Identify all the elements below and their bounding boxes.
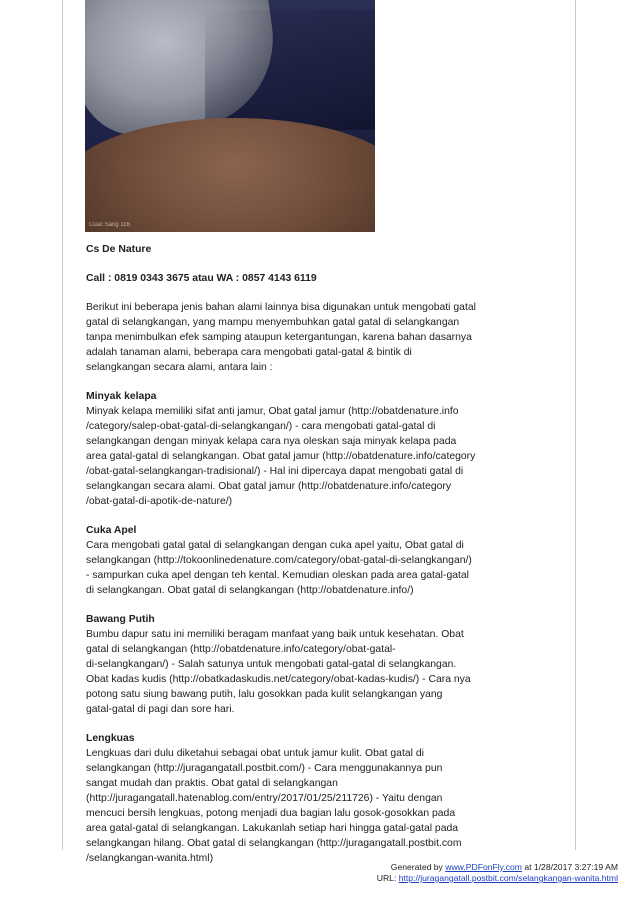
source-url-line [377, 873, 618, 884]
section-line: Cara mengobati gatal gatal di selangkangan dengan cuka apel yaitu, Obat gatal di [86, 540, 464, 551]
photo-watermark: Cuac Sarig 116 [89, 222, 130, 228]
section-line: /obat-gatal-selangkangan-tradisional/) - Hal ini dipercaya dapat mengobati gatal di [86, 466, 464, 477]
section-line: area gatal-gatal di selangkangan. Obat gatal jamur (http://obatdenature.info/category [86, 451, 476, 462]
section-line: selangkangan dengan minyak kelapa cara nya oleskan saja minyak kelapa pada [86, 436, 457, 447]
left-margin-rule [62, 0, 63, 850]
section-line: gatal di selangkangan (http://obatdenature.info/category/obat-gatal- [86, 644, 396, 655]
section-line: Obat kadas kudis (http://obatkadaskudis.net/category/obat-kadas-kudis/) - Cara nya [86, 674, 471, 685]
intro-line: tanpa menimbulkan efek samping ataupun ketergantungan, karena bahan dasarnya [86, 332, 472, 343]
section-title: Lengkuas [86, 733, 135, 744]
generated-prefix: Generated by [390, 862, 446, 872]
source-url-link[interactable]: http://juragangatall.postbit.com/selangkangan-wanita.html [398, 873, 618, 883]
intro-line: adalah tanaman alami, beberapa cara mengobati gatal-gatal & bintik di [86, 347, 412, 358]
section-bawang-putih [86, 612, 486, 717]
contact-line: Call : 0819 0343 3675 atau WA : 0857 4143 6119 [86, 273, 317, 284]
photo-skin-region [85, 118, 375, 232]
url-prefix: URL: [376, 873, 399, 883]
section-line: area gatal-gatal di selangkangan. Lakukanlah setiap hari hingga gatal-gatal pada [86, 823, 459, 834]
section-line: Minyak kelapa memiliki sifat anti jamur, Obat gatal jamur (http://obatdenature.info [86, 406, 459, 417]
article-photo [85, 0, 375, 232]
section-line: potong satu siung bawang putih, lalu gosokkan pada kulit selangkangan yang [86, 689, 443, 700]
generated-by-line [377, 862, 618, 873]
section-cuka-apel [86, 523, 486, 598]
section-title: Cuka Apel [86, 525, 137, 536]
section-line: /obat-gatal-di-apotik-de-nature/) [86, 496, 233, 507]
section-line: di selangkangan. Obat gatal di selangkangan (http://obatdenature.info/) [86, 585, 414, 596]
section-lengkuas [86, 731, 486, 866]
pdf-footer [377, 862, 618, 884]
section-title: Minyak kelapa [86, 391, 157, 402]
section-line: selangkangan (http://juragangatall.postbit.com/) - Cara menggunakannya pun [86, 763, 443, 774]
intro-line: gatal di selangkangan, yang mampu menyembuhkan gatal gatal di selangkangan [86, 317, 460, 328]
section-line: selangkangan (http://tokoonlinedenature.com/category/obat-gatal-di-selangkangan/) [86, 555, 472, 566]
pdfonfly-link[interactable]: www.PDFonFly.com [445, 862, 522, 872]
intro-line: Berikut ini beberapa jenis bahan alami lainnya bisa digunakan untuk mengobati gatal [86, 302, 476, 313]
section-line: sangat mudah dan praktis. Obat gatal di selangkangan [86, 778, 338, 789]
section-line: Lengkuas dari dulu diketahui sebagai obat untuk jamur kulit. Obat gatal di [86, 748, 424, 759]
right-margin-rule [575, 0, 576, 850]
section-line: /category/salep-obat-gatal-di-selangkangan/) - cara mengobati gatal-gatal di [86, 421, 436, 432]
section-line: mencuci bersih lengkuas, potong menjadi dua bagian lalu gosok-gosokkan pada [86, 808, 456, 819]
photo-shadow-region [205, 10, 375, 130]
article-heading: Cs De Nature [86, 244, 152, 255]
section-line: selangkangan hilang. Obat gatal di selangkangan (http://juragangatall.postbit.com [86, 838, 462, 849]
section-title: Bawang Putih [86, 614, 155, 625]
section-minyak-kelapa [86, 389, 486, 509]
section-line: di-selangkangan/) - Salah satunya untuk mengobati gatal-gatal di selangkangan. [86, 659, 457, 670]
section-line: (http://juragangatall.hatenablog.com/entry/2017/01/25/211726) - Yaitu dengan [86, 793, 443, 804]
generated-timestamp: at 1/28/2017 3:27:19 AM [521, 862, 618, 872]
article-body [86, 242, 486, 866]
section-line: - sampurkan cuka apel dengan teh kental. Kemudian oleskan pada area gatal-gatal [86, 570, 469, 581]
section-line: selangkangan secara alami. Obat gatal jamur (http://obatdenature.info/category [86, 481, 452, 492]
intro-line: selangkangan secara alami, antara lain : [86, 362, 273, 373]
section-line: gatal-gatal di pagi dan sore hari. [86, 704, 235, 715]
section-line: Bumbu dapur satu ini memiliki beragam manfaat yang baik untuk kesehatan. Obat [86, 629, 464, 640]
section-line: /selangkangan-wanita.html) [86, 853, 214, 864]
intro-paragraph [86, 300, 486, 375]
